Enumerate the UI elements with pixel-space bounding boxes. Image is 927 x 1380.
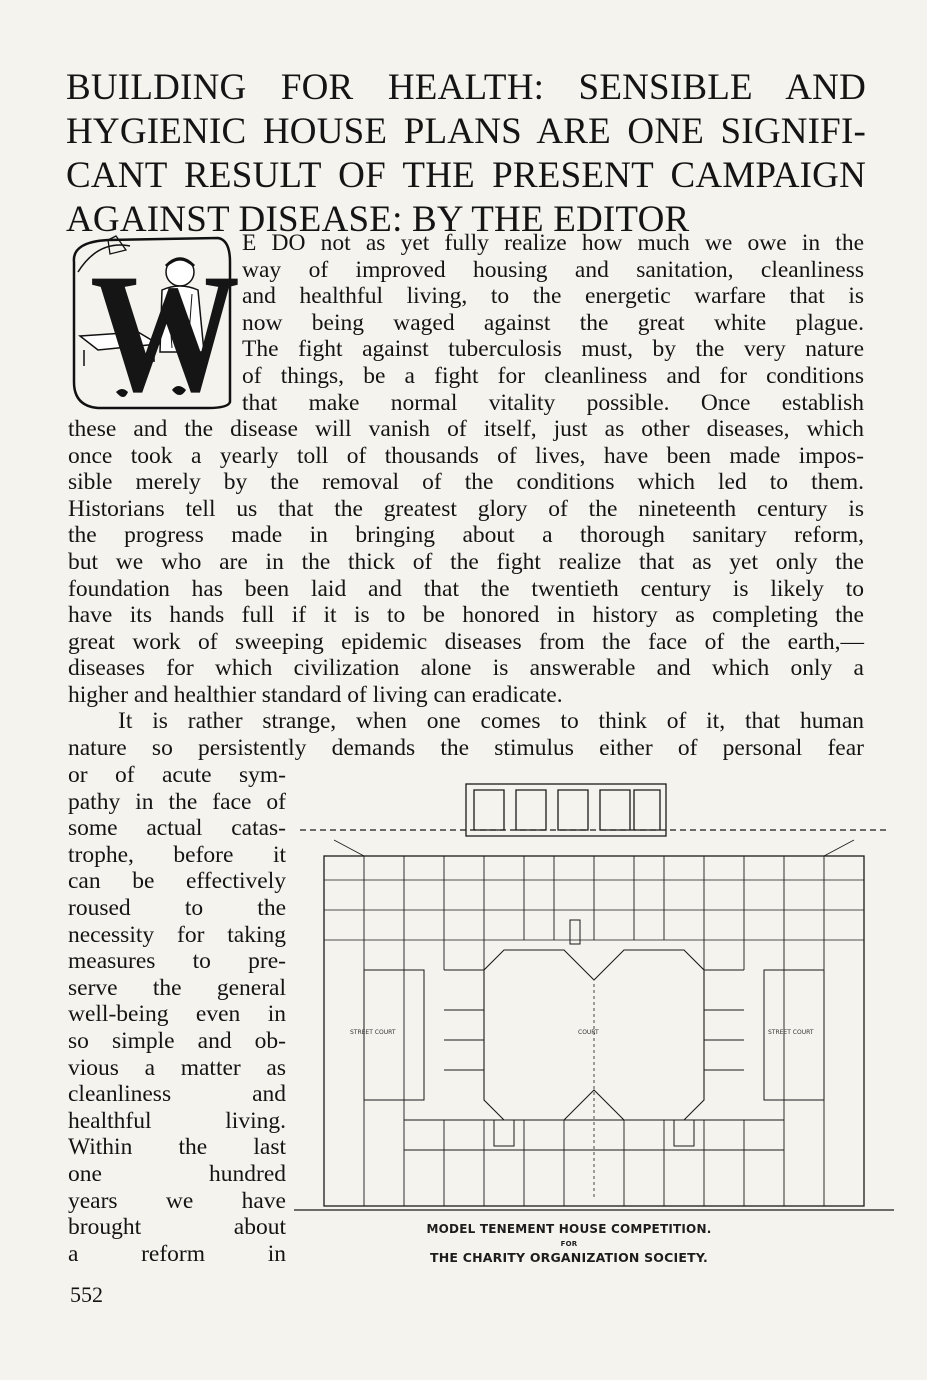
text-line: sible merely by the removal of the conditions which led to them.	[68, 469, 864, 496]
text-line: Within the last	[68, 1134, 286, 1161]
text-line: a reform in	[68, 1240, 286, 1267]
text-line: trophe, before it	[68, 841, 286, 868]
text-line: higher and healthier standard of living can eradicate.	[68, 681, 563, 708]
text-line: nature so persistently demands the stimulus either of personal fear	[68, 734, 864, 761]
text-line: but we who are in the thick of the fight realize that as yet only the	[68, 548, 864, 575]
illustrated-drop-cap	[68, 232, 240, 427]
page-number: 552	[70, 1282, 103, 1307]
text-line: once took a yearly toll of thousands of lives, have been made impos-	[68, 442, 864, 469]
text-line: way of improved housing and sanitation, cleanliness	[242, 256, 864, 283]
text-line: diseases for which civilization alone is answerable and which only a	[68, 655, 864, 682]
text-line: the progress made in bringing about a thorough sanitary reform,	[68, 522, 864, 549]
text-line: It is rather strange, when one comes to think of it, that human	[118, 708, 864, 734]
text-line: or of acute sym-	[68, 762, 286, 788]
text-line: vious a matter as	[68, 1054, 286, 1081]
text-line: some actual catas-	[68, 815, 286, 842]
paragraph-1-opening	[242, 230, 864, 416]
text-line: Historians tell us that the greatest glory of the nineteenth century is	[68, 495, 864, 522]
title-line: CANT RESULT OF THE PRESENT CAMPAIGN	[66, 155, 866, 196]
text-line: years we have	[68, 1187, 286, 1214]
title-line: HYGIENIC HOUSE PLANS ARE ONE SIGNIFI-	[66, 111, 866, 152]
text-line: healthful living.	[68, 1107, 286, 1134]
figure-caption-line-2: FOR	[560, 1240, 578, 1248]
text-line: foundation has been laid and that the twentieth century is likely to	[68, 575, 864, 602]
text-line: one hundred	[68, 1160, 286, 1187]
text-line: well-being even in	[68, 1001, 286, 1028]
text-line: serve the general	[68, 974, 286, 1001]
text-line: roused to the	[68, 894, 286, 921]
court-label-left: STREET COURT	[350, 1029, 396, 1036]
paragraph-1-continued	[68, 416, 864, 709]
paragraph-2-column	[68, 762, 286, 1267]
text-line: necessity for taking	[68, 921, 286, 948]
text-line: E DO not as yet fully realize how much we owe in the	[242, 230, 864, 256]
tenement-floor-plan	[294, 770, 898, 1270]
title-line: AGAINST DISEASE: BY THE EDITOR	[66, 199, 690, 240]
text-line: so simple and ob-	[68, 1027, 286, 1054]
text-line: can be effectively	[68, 868, 286, 895]
text-line: of things, be a fight for cleanliness and for conditions	[242, 362, 864, 389]
article-title	[66, 66, 866, 242]
title-line: BUILDING FOR HEALTH: SENSIBLE AND	[66, 67, 866, 108]
figure-caption-line-3: THE CHARITY ORGANIZATION SOCIETY.	[430, 1250, 708, 1265]
text-line: The fight against tuberculosis must, by the very nature	[242, 336, 864, 363]
text-line: now being waged against the great white plague.	[242, 309, 864, 336]
court-label-center: COURT	[578, 1029, 599, 1036]
text-line: great work of sweeping epidemic diseases from the face of the earth,—	[68, 628, 864, 655]
text-line: and healthful living, to the energetic warfare that is	[242, 283, 864, 310]
text-line: that make normal vitality possible. Once establish	[242, 389, 864, 416]
text-line: pathy in the face of	[68, 788, 286, 815]
text-line: these and the disease will vanish of itself, just as other diseases, which	[68, 416, 864, 442]
drop-cap-letter: W	[90, 239, 240, 427]
text-line: have its hands full if it is to be honored in history as completing the	[68, 602, 864, 629]
figure-caption-line-1: MODEL TENEMENT HOUSE COMPETITION.	[426, 1222, 712, 1236]
text-line: cleanliness and	[68, 1081, 286, 1108]
text-line: brought about	[68, 1214, 286, 1241]
paragraph-2-opening	[68, 708, 864, 761]
text-line: measures to pre-	[68, 948, 286, 975]
court-label-right: STREET COURT	[768, 1029, 814, 1036]
